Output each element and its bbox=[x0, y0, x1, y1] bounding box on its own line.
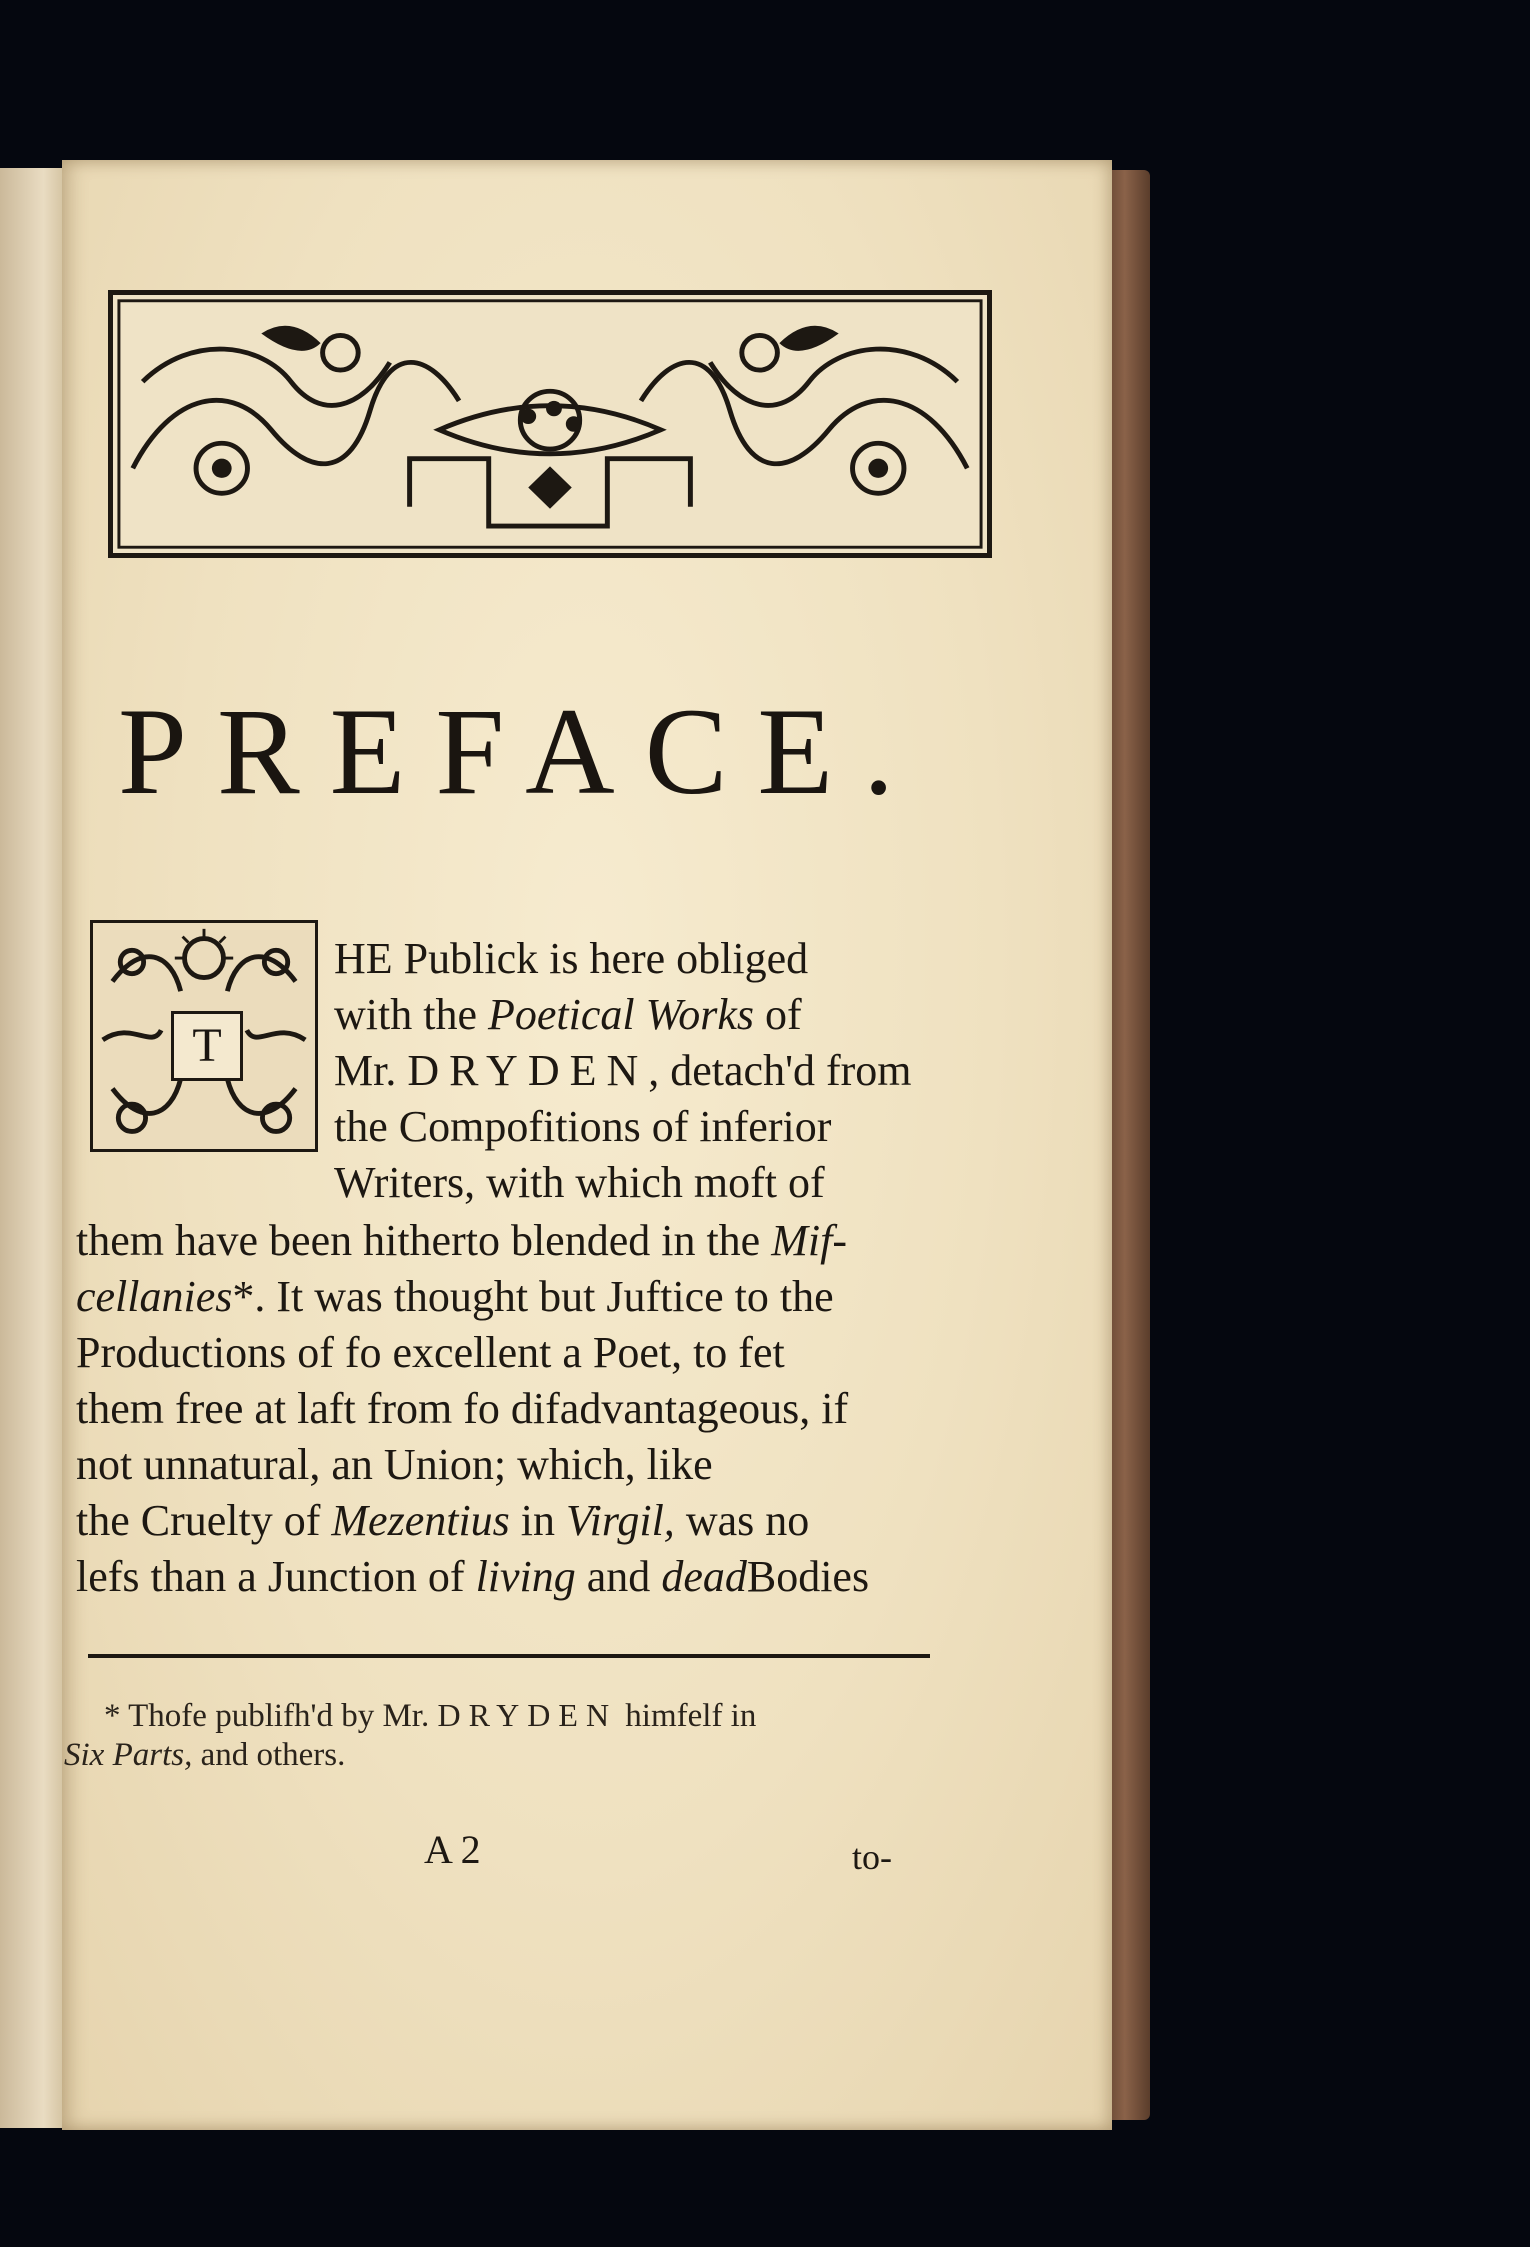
italic-text: Virgil, bbox=[566, 1496, 675, 1545]
small-caps-name: DRYDEN bbox=[407, 1046, 649, 1095]
line-text: and bbox=[586, 1552, 651, 1601]
line-text: lefs than a Junction of bbox=[76, 1552, 465, 1601]
text-line bbox=[76, 1324, 785, 1382]
text-line bbox=[76, 1268, 834, 1326]
line-text: the Cruelty of bbox=[76, 1496, 321, 1545]
footnote-text: himfelf in bbox=[625, 1698, 757, 1734]
line-text: not unnatural, an Union; which, like bbox=[76, 1440, 713, 1489]
text-line bbox=[76, 1212, 847, 1270]
page-title: PREFACE. bbox=[118, 683, 925, 820]
italic-text: cellanies bbox=[76, 1272, 233, 1321]
italic-text: dead bbox=[661, 1552, 747, 1601]
text-line bbox=[334, 930, 808, 988]
line-text: Writers, with which moft of bbox=[334, 1158, 825, 1207]
text-line bbox=[76, 1548, 869, 1606]
text-line bbox=[334, 1098, 831, 1156]
headpiece-ornament-icon bbox=[113, 295, 987, 553]
italic-text: Mezentius bbox=[331, 1496, 510, 1545]
text-line bbox=[334, 1042, 912, 1100]
italic-text: Mif- bbox=[771, 1216, 847, 1265]
line-text: Mr. bbox=[334, 1046, 397, 1095]
signature-mark: A 2 bbox=[424, 1827, 481, 1872]
line-text: with the bbox=[334, 990, 477, 1039]
italic-text: living bbox=[475, 1552, 576, 1601]
text-line bbox=[76, 1436, 713, 1494]
footnote-text: * Thofe publifh'd by Mr. bbox=[104, 1698, 430, 1734]
line-text: in bbox=[520, 1496, 556, 1545]
catchword: to- bbox=[852, 1837, 892, 1877]
line-text: , detach'd from bbox=[648, 1046, 912, 1095]
facing-page-edge bbox=[0, 168, 64, 2128]
footnote-italic: Six Parts, bbox=[64, 1737, 193, 1773]
ornamental-drop-cap bbox=[90, 920, 318, 1152]
ornamental-headpiece bbox=[108, 290, 992, 558]
line-text: of bbox=[764, 990, 802, 1039]
line-text: Productions of fo excellent a Poet, to fet bbox=[76, 1328, 785, 1377]
footnote-line bbox=[104, 1694, 756, 1737]
line-text: them free at laft from fo difadvantageous, if bbox=[76, 1384, 849, 1433]
italic-text: Poetical Works bbox=[487, 990, 754, 1039]
line-text: *. It was thought but Juftice to the bbox=[232, 1272, 834, 1321]
line-text: HE Publick is here obliged bbox=[334, 934, 809, 983]
line-text: was no bbox=[685, 1496, 810, 1545]
text-line bbox=[76, 1492, 809, 1550]
text-line bbox=[334, 1154, 825, 1212]
line-text: the Compofitions of inferior bbox=[334, 1102, 832, 1151]
footnote-line bbox=[64, 1734, 345, 1776]
footnote-rule bbox=[88, 1654, 930, 1658]
text-line bbox=[334, 986, 802, 1044]
footnote-text: and others. bbox=[200, 1737, 346, 1773]
drop-cap-letter: T bbox=[171, 1011, 243, 1081]
line-text: Bodies bbox=[746, 1552, 870, 1601]
book-cover-edge bbox=[1108, 170, 1150, 2120]
line-text: them have been hitherto blended in the bbox=[76, 1216, 761, 1265]
text-line bbox=[76, 1380, 848, 1438]
footnote-name: DRYDEN bbox=[437, 1697, 618, 1733]
